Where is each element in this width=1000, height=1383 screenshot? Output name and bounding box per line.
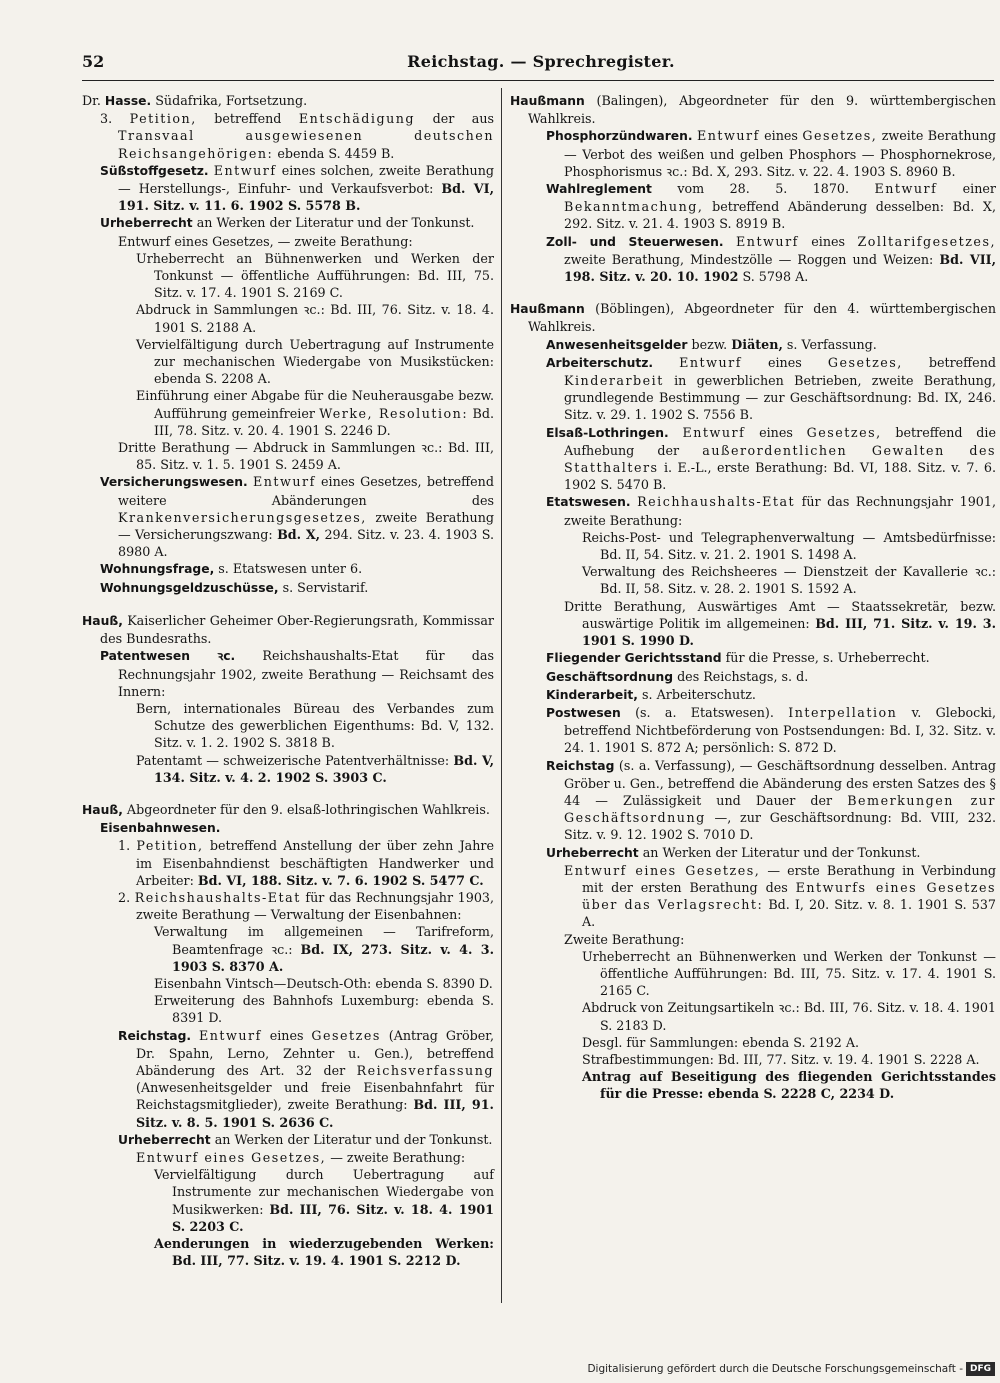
entry-text: Entwurf eines Gesetzes,: [136, 1149, 327, 1165]
entry-heading: Reichstag: [546, 758, 615, 773]
entry-heading: Versicherungswesen.: [100, 475, 248, 490]
entry-text: Gesetzes,: [827, 354, 903, 370]
index-entry: [510, 1051, 996, 1068]
entry-heading: Postwesen: [546, 705, 621, 720]
entry-text: Urheberrecht an Bühnenwerken und Werken der Tonkunst — öffentliche Aufführungen: Bd. III, 75. Sitz. v. 17. 4. 1901 S. 2169 C.: [136, 250, 494, 301]
entry-text: Aenderungen in wiederzugebenden Werken: Bd. III, 77. Sitz. v. 19. 4. 1901 S. 2212 D.: [154, 1236, 494, 1269]
entry-text: Reichshaushalts-Etat für das Rechnungsjahr 1902, zweite Berathung — Reichsamt des Innern:: [118, 648, 495, 699]
entry-text: Entwurf eines Gesetzes, — zweite Berathung:: [118, 233, 413, 249]
entry-text: an Werken der Literatur und der Tonkunst.: [192, 215, 475, 231]
index-entry: [510, 704, 996, 757]
entry-heading: Urheberrecht: [546, 845, 639, 860]
entry-heading: Geschäftsordnung: [546, 669, 674, 684]
entry-heading: Fliegender Gerichtsstand: [546, 651, 722, 666]
entry-text: zweite Berathung — Versicherungszwang:: [118, 509, 494, 543]
entry-text: für die Presse, s. Urheberrecht.: [721, 650, 930, 666]
entry-gap: [82, 786, 494, 801]
entry-text: eines: [798, 233, 858, 249]
entry-text: Südafrika, Fortsetzung.: [151, 93, 308, 108]
index-entry: [510, 844, 996, 862]
entry-text: Gesetzes,: [806, 424, 882, 440]
entry-text: für das Rechnungsjahr 1903, zweite Berathung — Verwaltung der Eisenbahnen:: [136, 889, 494, 923]
index-entry: [510, 300, 996, 335]
entry-text: Bd. III, 71. Sitz. v. 19. 3. 1901 S. 1990 D.: [582, 615, 996, 649]
entry-text: betreffend Anstellung der über zehn Jahre im Eisenbahndienst beschäftigten Handwerker und Arbeiter:: [136, 838, 494, 888]
entry-text: Entwurf: [874, 181, 938, 197]
index-entry: [82, 162, 494, 215]
index-entry: [82, 700, 494, 752]
entry-heading: Wahlreglement: [546, 182, 652, 197]
index-entry: [82, 612, 494, 647]
entry-text: Dritte Berathung, Auswärtiges Amt — Staatssekretär, bezw. auswärtige Politik im allgemeinen:: [564, 598, 996, 631]
entry-text: der aus: [415, 111, 495, 127]
index-entry: [82, 301, 494, 335]
entry-heading: Reichstag.: [118, 1028, 192, 1043]
entry-text: Krankenversicherungsgesetzes,: [118, 509, 367, 525]
entry-text: Reichsverfassung: [356, 1062, 494, 1078]
entry-text: 3.: [100, 111, 130, 127]
entry-text: (Balingen), Abgeordneter für den 9. württembergischen Wahlkreis.: [528, 93, 996, 127]
dfg-logo: DFG: [966, 1362, 995, 1376]
entry-text: S. 5798 A.: [738, 269, 809, 285]
entry-heading: Patentwesen ꝛc.: [100, 649, 236, 664]
entry-text: 2.: [118, 889, 135, 905]
entry-text: (Antrag Gröber, Dr. Spahn, Lerno, Zehnter u. Gen.), betreffend Abänderung des Art. 32 der: [136, 1027, 494, 1078]
entry-text: bezw.: [687, 336, 732, 352]
entry-text: Reichshaushalts-Etat: [134, 889, 301, 905]
entry-text: Entwurf: [252, 474, 316, 490]
entry-text: Bd. IX, 273. Sitz. v. 4. 3. 1903 S. 8370 A.: [172, 941, 494, 974]
entry-text: Bd. III, 91. Sitz. v. 8. 5. 1901 S. 2636 C.: [136, 1097, 494, 1130]
entry-text: Entwurfs eines Gesetzes über das Verlagsrecht:: [582, 879, 996, 913]
index-entry: [82, 923, 494, 975]
entry-text: Entwurf: [736, 233, 799, 249]
entry-text: Abgeordneter für den 9. elsaß-lothringischen Wahlkreis.: [122, 801, 490, 817]
index-entry: [82, 1235, 494, 1269]
entry-text: [653, 355, 679, 370]
entry-text: betreffend die Aufhebung der: [564, 424, 996, 458]
entry-text: Abdruck von Zeitungsartikeln ꝛc.: Bd. III, 76. Sitz. v. 18. 4. 1901 S. 2183 D.: [582, 1000, 996, 1033]
index-entry: [510, 424, 996, 494]
entry-text: Zweite Berathung:: [564, 931, 685, 947]
entry-text: — erste Berathung in Verbindung mit der ersten Berathung des: [582, 862, 996, 895]
entry-text: betreffend: [196, 111, 299, 127]
index-entry: [82, 975, 494, 992]
entry-heading: Wohnungsfrage,: [100, 562, 215, 577]
entry-text: ebenda S. 4459 B.: [273, 145, 395, 161]
index-entry: [510, 354, 996, 424]
entry-text: außerordentlichen Gewalten des Statthalters: [564, 442, 997, 476]
entry-heading: Zoll- und Steuerwesen.: [546, 234, 724, 249]
index-entry: [510, 931, 996, 948]
index-entry: [82, 837, 494, 889]
entry-text: Eisenbahn Vintsch—Deutsch-Oth: ebenda S. 8390 D.: [154, 975, 493, 991]
index-entry: [510, 668, 996, 686]
entry-text: Bd. I, 20. Sitz. v. 8. 1. 1901 S. 537 A.: [582, 897, 997, 930]
index-entry: [510, 999, 996, 1033]
entry-text: Petition,: [136, 838, 204, 854]
index-entry: [82, 889, 494, 923]
index-entry: [82, 92, 494, 110]
entry-text: Gesetzes: [311, 1027, 381, 1043]
index-entry: [510, 598, 996, 650]
entry-text: 294. Sitz. v. 23. 4. 1903 S. 8980 A.: [118, 527, 494, 560]
footer-credit: Digitalisierung gefördert durch die Deutsche Forschungsgemeinschaft -: [587, 1363, 963, 1375]
entry-text: —, zur Geschäftsordnung: Bd. VIII, 232. Sitz. v. 9. 12. 1902 S. 7010 D.: [564, 810, 996, 843]
index-entry: [82, 992, 494, 1026]
entry-heading: Kinderarbeit,: [546, 687, 638, 702]
entry-text: Kaiserlicher Geheimer Ober-Regierungsrath, Kommissar des Bundesraths.: [100, 612, 494, 647]
column-divider: [501, 88, 502, 1303]
entry-text: Reichs-Post- und Telegraphenverwaltung — Amtsbedürfnisse: Bd. II, 54. Sitz. v. 21. 2. 1901 S. 1498 A.: [582, 529, 996, 563]
entry-text: Bd. VI, 188. Sitz. v. 7. 6. 1902 S. 5477 C.: [197, 872, 484, 888]
index-entry: [82, 214, 494, 232]
index-entry: [82, 1131, 494, 1149]
entry-heading: Hauß,: [82, 613, 123, 628]
entry-heading: Phosphorzündwaren.: [546, 129, 693, 144]
entry-text: — zweite Berathung:: [326, 1149, 466, 1165]
entry-heading: Haußmann: [510, 302, 585, 317]
entry-text: Entwurf: [198, 1027, 262, 1043]
entry-text: Einführung einer Abgabe für die Neuherausgabe bezw. Aufführung gemeinfreier: [136, 388, 494, 421]
entry-text: (Böblingen), Abgeordneter für den 4. württembergischen Wahlkreis.: [528, 301, 996, 335]
index-entry: [82, 579, 494, 597]
entry-heading: Eisenbahnwesen.: [100, 821, 221, 836]
entry-heading: Hasse.: [104, 94, 152, 108]
index-entry: [510, 92, 996, 127]
index-entry: [510, 862, 996, 931]
entry-text: Kinderarbeit: [564, 373, 664, 389]
entry-text: in gewerblichen Betrieben, zweite Berathung, grundlegende Bestimmung — zur Geschäftsordnung: Bd. IX, 246. Sitz. v. 29. 1. 1902 S. 7556 B.: [564, 373, 996, 423]
entry-text: eines: [261, 1027, 312, 1043]
entry-text: Bd. III, 76. Sitz. v. 18. 4. 1901 S. 2203 C.: [172, 1201, 494, 1234]
index-entry: [82, 819, 494, 837]
entry-text: Vervielfältigung durch Uebertragung auf Instrumente zur mechanischen Wiedergabe von Musikwerken:: [154, 1167, 494, 1217]
entry-text: Antrag auf Beseitigung des fliegenden Gerichtsstandes für die Presse: ebenda S. 2228 C, 2234 D.: [582, 1069, 996, 1102]
entry-text: Bd. III, 78. Sitz. v. 20. 4. 1901 S. 2246 D.: [154, 405, 494, 438]
entry-text: zweite Berathung, Mindestzölle — Roggen und Weizen:: [564, 251, 940, 267]
entry-text: Urheberrecht an Bühnenwerken und Werken der Tonkunst — öffentliche Aufführungen: Bd. III, 75. Sitz. v. 17. 4. 1901 S. 2165 C.: [582, 948, 996, 999]
entry-text: Reichhaushalts-Etat: [637, 494, 796, 510]
entry-text: Transvaal ausgewiesenen deutschen Reichsangehörigen:: [118, 128, 494, 161]
index-entry: [82, 336, 494, 388]
left-column: [82, 92, 494, 1269]
entry-text: Entwurf: [696, 128, 760, 144]
entry-text: Vervielfältigung durch Uebertragung auf Instrumente zur mechanischen Wiedergabe von Musikstücken: ebenda S. 2208 A.: [136, 336, 494, 387]
entry-text: Bern, internationales Büreau des Verbandes zum Schutze des gewerblichen Eigenthums: Bd. V, 132. Sitz. v. 1. 2. 1902 S. 3818 B.: [136, 700, 494, 751]
index-entry: [510, 686, 996, 704]
page-footer: [575, 1362, 995, 1378]
index-entry: [82, 473, 494, 560]
index-entry: [510, 757, 996, 844]
entry-text: Strafbestimmungen: Bd. III, 77. Sitz. v. 19. 4. 1901 S. 2228 A.: [582, 1051, 980, 1067]
entry-text: Interpellation: [788, 704, 898, 720]
index-entry: [510, 649, 996, 667]
entry-heading: Haußmann: [510, 94, 585, 108]
entry-text: (s. a. Verfassung), — Geschäftsordnung desselben. Antrag Gröber u. Gen., betreffend die Abänderung des ersten Satzes des § 44 — Zulässigkeit und Dauer der: [564, 757, 996, 808]
entry-text: (s. a. Etatswesen).: [620, 704, 789, 720]
entry-text: Abdruck in Sammlungen ꝛc.: Bd. III, 76. Sitz. v. 18. 4. 1901 S. 2188 A.: [136, 302, 494, 335]
entry-text: 1.: [118, 838, 137, 854]
index-entry: [510, 127, 996, 180]
entry-text: Entschädigung: [298, 111, 416, 127]
entry-text: Verwaltung des Reichsheeres — Dienstzeit der Kavallerie ꝛc.: Bd. II, 58. Sitz. v. 28. 2. 1901 S. 1592 A.: [582, 564, 996, 597]
entry-text: Entwurf: [679, 354, 742, 370]
index-entry: [82, 110, 494, 162]
entry-text: Entwurf: [682, 424, 746, 440]
entry-text: vom 28. 5. 1870.: [651, 181, 875, 197]
entry-text: [724, 234, 736, 249]
index-entry: [82, 387, 494, 439]
right-column: [510, 92, 996, 1103]
index-entry: [510, 1068, 996, 1102]
index-entry: [82, 1027, 494, 1131]
entry-text: [669, 425, 683, 440]
index-entry: [510, 1034, 996, 1051]
index-entry: [82, 233, 494, 250]
index-entry: [82, 439, 494, 473]
entry-text: Werke, Resolution:: [319, 405, 469, 421]
index-entry: [510, 336, 996, 354]
entry-text: eines solchen, zweite Berathung — Herstellungs-, Einfuhr- und Verkaufsverbot:: [118, 162, 494, 197]
index-entry: [510, 180, 996, 233]
entry-text: eines Gesetzes, betreffend weitere Abänderungen des: [118, 474, 494, 508]
entry-heading: Süßstoffgesetz.: [100, 163, 209, 178]
entry-text: s. Arbeiterschutz.: [637, 686, 756, 702]
entry-text: einer: [937, 181, 996, 197]
index-entry: [82, 801, 494, 819]
entry-gap: [82, 597, 494, 612]
entry-heading: Arbeiterschutz.: [546, 355, 654, 370]
index-entry: [82, 1149, 494, 1166]
entry-text: s. Servistarif.: [278, 579, 369, 595]
index-entry: [510, 493, 996, 528]
entry-text: an Werken der Literatur und der Tonkunst.: [638, 844, 921, 860]
index-entry: [510, 563, 996, 597]
entry-text: Desgl. für Sammlungen: ebenda S. 2192 A.: [582, 1034, 860, 1050]
entry-text: Petition,: [129, 111, 197, 127]
entry-text: s. Verfassung.: [782, 336, 877, 352]
entry-text: Gesetzes,: [802, 128, 878, 144]
entry-text: Entwurf: [213, 162, 277, 178]
entry-text: eines: [745, 424, 807, 440]
entry-heading: Etatswesen.: [546, 495, 631, 510]
entry-heading: Wohnungsgeldzuschüsse,: [100, 580, 279, 595]
entry-text: an Werken der Literatur und der Tonkunst.: [210, 1131, 493, 1147]
entry-text: für das Rechnungsjahr 1901, zweite Berathung:: [564, 494, 996, 528]
entry-text: des Reichstags, s. d.: [673, 668, 809, 684]
entry-text: Bd. V, 134. Sitz. v. 4. 2. 1902 S. 3903 C.: [154, 752, 494, 785]
entry-text: s. Etatswesen unter 6.: [214, 561, 363, 577]
entry-heading: Elsaß-Lothringen.: [546, 425, 669, 440]
entry-text: Diäten,: [731, 336, 783, 352]
index-entry: [510, 233, 996, 286]
entry-gap: [510, 285, 996, 300]
entry-text: i. E.-L., erste Berathung: Bd. VI, 188. Sitz. v. 7. 6. 1902 S. 5470 B.: [564, 460, 996, 493]
index-entry: [510, 948, 996, 1000]
page-header: [82, 52, 1000, 78]
entry-text: Bd. VI, 191. Sitz. v. 11. 6. 1902 S. 5578 B.: [118, 181, 494, 214]
entry-text: v. Glebocki, betreffend Nichtbeförderung von Postsendungen: Bd. I, 32. Sitz. v. 24. 1. 1901 S. 872 A; persönlich: S. 872 D.: [564, 704, 996, 756]
entry-text: betreffend: [902, 354, 996, 370]
entry-text: Erweiterung des Bahnhofs Luxemburg: ebenda S. 8391 D.: [154, 993, 494, 1026]
entry-text: Patentamt — schweizerische Patentverhältnisse:: [136, 752, 454, 768]
entry-text: Dritte Berathung — Abdruck in Sammlungen ꝛc.: Bd. III, 85. Sitz. v. 1. 5. 1901 S. 2459 A.: [118, 440, 494, 473]
entry-text: Zolltarifgesetzes,: [857, 233, 996, 249]
running-title: Reichstag. — Sprechregister.: [407, 52, 675, 71]
entry-text: zweite Berathung — Verbot des weißen und gelben Phosphors — Phosphornekrose, Phosphorismus ꝛc.: Bd. X, 293. Sitz. v. 22. 4. 1903 S. 8960 B.: [564, 128, 996, 179]
index-entry: [510, 529, 996, 563]
entry-heading: Hauß,: [82, 802, 123, 817]
index-entry: [82, 752, 494, 786]
index-entry: [82, 250, 494, 302]
entry-text: Bd. VII, 198. Sitz. v. 20. 10. 1902: [564, 251, 996, 285]
entry-heading: Anwesenheitsgelder: [546, 337, 688, 352]
index-entry: [82, 647, 494, 700]
index-entry: [82, 560, 494, 578]
entry-text: Verwaltung im allgemeinen — Tarifreform, Beamtenfrage ꝛc.:: [154, 924, 494, 957]
entry-text: eines: [741, 354, 828, 370]
index-entry: [82, 1166, 494, 1235]
entry-heading: Urheberrecht: [100, 216, 193, 231]
entry-text: (Anwesenheitsgelder und freie Eisenbahnfahrt für Reichstagsmitglieder), zweite Berathung:: [136, 1080, 494, 1113]
entry-text: eines: [759, 128, 803, 144]
header-rule: [82, 80, 994, 81]
entry-text: Bekanntmachung,: [564, 199, 704, 215]
entry-text: betreffend Abänderung desselben: Bd. X, 292. Sitz. v. 21. 4. 1903 S. 8919 B.: [564, 199, 996, 232]
entry-text: Bemerkungen zur Geschäftsordnung: [564, 792, 996, 826]
page-number: 52: [82, 52, 105, 71]
entry-heading: Urheberrecht: [118, 1132, 211, 1147]
entry-text: Bd. X,: [277, 527, 321, 543]
entry-text: [191, 1028, 199, 1043]
entry-text: Entwurf eines Gesetzes,: [564, 862, 761, 878]
entry-text: Dr.: [82, 93, 105, 108]
